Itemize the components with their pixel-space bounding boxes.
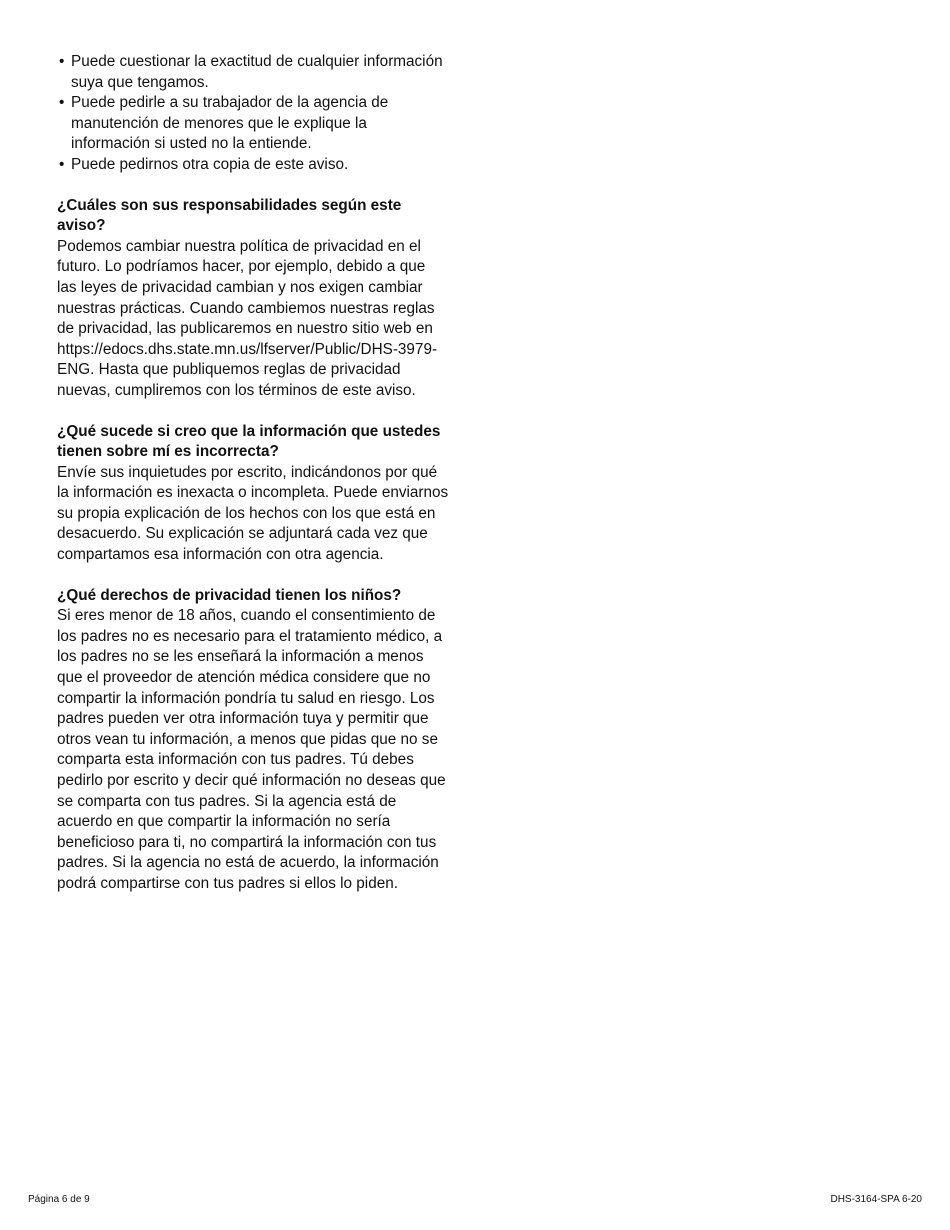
main-column [57, 52, 449, 895]
section-heading-responsibilities: ¿Cuáles son sus responsabilidades según este aviso? [57, 196, 402, 235]
list-item-text: Puede cuestionar la exactitud de cualquier información suya que tengamos. [71, 53, 443, 91]
section-body-children-rights: Si eres menor de 18 años, cuando el consentimiento de los padres no es necesario para el tratamiento médico, a los padres no se les enseñará la información a menos que el proveedor de atención médica considere que no compartir la información pondría tu salud en riesgo. Los padres pueden ver otra información tuya y permitir que otros vean tu información, a menos que pidas que no se comparta esta información con tus padres. Tú debes pedirlo por escrito y decir qué información no deseas que se comparta con tus padres. Si la agencia está de acuerdo en que compartir la información no sería beneficioso para ti, no compartirá la información con tus padres. Si la agencia no está de acuerdo, la información podrá compartirse con tus padres si ellos lo piden. [57, 607, 446, 892]
list-item [57, 52, 449, 93]
section-heading-incorrect-info: ¿Qué sucede si creo que la información que ustedes tienen sobre mí es incorrecta? [57, 422, 441, 461]
section-body-responsibilities: Podemos cambiar nuestra política de privacidad en el futuro. Lo podríamos hacer, por ejemplo, debido a que las leyes de privacidad cambian y nos exigen cambiar nuestras prácticas. Cuando cambiemos nuestras reglas de privacidad, las publicaremos en nuestro sitio web en https://edocs.dhs.state.mn.us/lfserver/Public/DHS-3979-ENG. Hasta que publiquemos reglas de privacidad nuevas, cumpliremos con los términos de este aviso. [57, 237, 438, 399]
rights-list [57, 52, 449, 176]
list-item-text: Puede pedirnos otra copia de este aviso. [71, 155, 349, 173]
list-item [57, 93, 449, 155]
list-item-text: Puede pedirle a su trabajador de la agencia de manutención de menores que le explique la información si usted no la entiende. [71, 94, 389, 153]
section-heading-children-rights: ¿Qué derechos de privacidad tienen los niños? [57, 586, 402, 604]
section-body-incorrect-info: Envíe sus inquietudes por escrito, indicándonos por qué la información es inexacta o incompleta. Puede enviarnos su propia explicación de los hechos con los que está en desacuerdo. Su explicación se adjuntará cada vez que compartamos esa información con otra agencia. [57, 463, 449, 564]
list-item [57, 155, 449, 176]
page-number: Página 6 de 9 [28, 1194, 90, 1205]
bullet-icon: • [59, 53, 65, 70]
bullet-icon: • [59, 94, 65, 112]
bullet-icon: • [59, 155, 65, 173]
form-id: DHS-3164-SPA 6-20 [830, 1194, 922, 1205]
